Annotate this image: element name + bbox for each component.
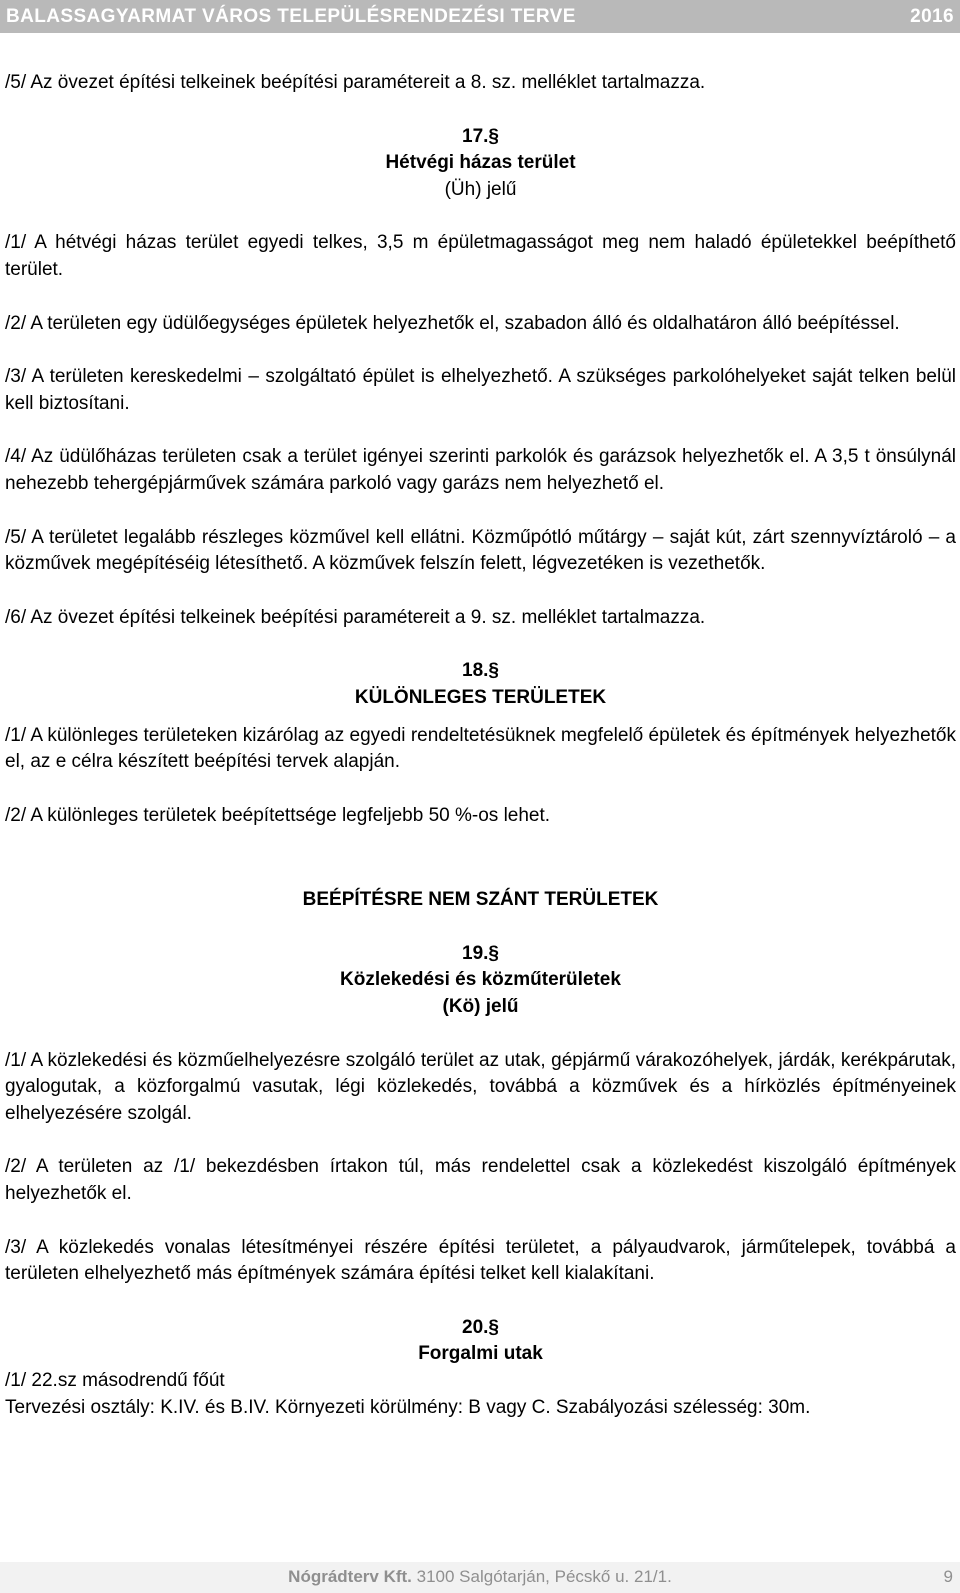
section-20-number: 20.§ <box>462 1316 499 1338</box>
section-18-number: 18.§ <box>462 660 499 682</box>
section-17-subtitle: (Üh) jelű <box>444 178 517 200</box>
footer-company: Nógrádterv Kft. <box>288 1567 412 1586</box>
paragraph: /2/ A területen egy üdülőegységes épületek helyezhetők el, szabadon álló és oldalhatáron álló beépítéssel. <box>5 312 900 334</box>
header-year: 2016 <box>910 6 954 27</box>
paragraph: /1/ A közlekedési és közműelhelyezésre szolgáló terület az utak, gépjármű várakozóhelyek, járdák, kerékpárutak, gyalogutak, a közforgalmú vasutak, légi közlekedés, továbbá a közművek és a hírközlés építményeinek elhelyezésére szolgál. <box>5 1049 956 1124</box>
paragraph: /1/ A hétvégi házas terület egyedi telkes, 3,5 m épületmagasságot meg nem haladó épületekkel beépíthető terület. <box>5 232 956 280</box>
section-19-subtitle: (Kö) jelű <box>442 996 519 1018</box>
header-title: BALASSAGYARMAT VÁROS TELEPÜLÉSRENDEZÉSI TERVE <box>6 6 576 27</box>
paragraph: /2/ A területen az /1/ bekezdésben írtakon túl, más rendelettel csak a közlekedést kiszolgáló építmények helyezhetők el. <box>5 1156 956 1205</box>
footer-address: 3100 Salgótarján, Pécskő u. 21/1. <box>416 1567 672 1586</box>
paragraph: /3/ A területen kereskedelmi – szolgáltató épület is elhelyezhető. A szükséges parkolóhelyeket saját telken belül kell biztosítani. <box>5 366 956 414</box>
section-17-number: 17.§ <box>462 125 499 147</box>
page-header <box>0 0 960 33</box>
paragraph: /6/ Az övezet építési telkeinek beépítési paramétereit a 9. sz. melléklet tartalmazza. <box>5 606 706 628</box>
paragraph: /5/ Az övezet építési telkeinek beépítési paramétereit a 8. sz. melléklet tartalmazza. <box>5 72 706 93</box>
section-20-title: Forgalmi utak <box>418 1343 543 1365</box>
footer-company-line <box>0 1567 960 1587</box>
paragraph: Tervezési osztály: K.IV. és B.IV. Környezeti körülmény: B vagy C. Szabályozási szélesség: 30m. <box>5 1396 811 1418</box>
paragraph: /1/ A különleges területeken kizárólag az egyedi rendeltetésüknek megfelelő épületek és építmények helyezhetők el, az e célra készített beépítési tervek alapján. <box>5 724 956 773</box>
page-footer <box>0 1562 960 1593</box>
section-18-title: KÜLÖNLEGES TERÜLETEK <box>354 686 607 708</box>
paragraph: /2/ A különleges területek beépítettsége legfeljebb 50 %-os lehet. <box>5 804 551 826</box>
paragraph: /3/ A közlekedés vonalas létesítményei részére építési területet, a pályaudvarok, járműtelepek, továbbá a területen elhelyezhető más építmények számára építési telket kell kialakítani. <box>5 1236 956 1285</box>
chapter-title: BEÉPÍTÉSRE NEM SZÁNT TERÜLETEK <box>302 889 659 911</box>
section-19-title: Közlekedési és közműterületek <box>340 969 621 991</box>
paragraph: /1/ 22.sz másodrendű főút <box>5 1370 225 1391</box>
paragraph: /5/ A területet legalább részleges közművel kell ellátni. Közműpótló műtárgy – saját kút, zárt szennyvíztároló – a közművek megépítéséig létesíthető. A közművek felszín felett, légvezetéken is vezethetők. <box>5 526 956 575</box>
page-number: 9 <box>943 1567 953 1586</box>
paragraph: /4/ Az üdülőházas területen csak a terület igényei szerinti parkolók és garázsok helyezhetők el. A 3,5 t önsúlynál nehezebb tehergépjárművek számára parkoló vagy garázs nem helyezhető el. <box>5 446 956 494</box>
section-17-title: Hétvégi házas terület <box>385 152 576 174</box>
section-19-number: 19.§ <box>462 942 499 964</box>
document-body <box>5 70 956 1421</box>
